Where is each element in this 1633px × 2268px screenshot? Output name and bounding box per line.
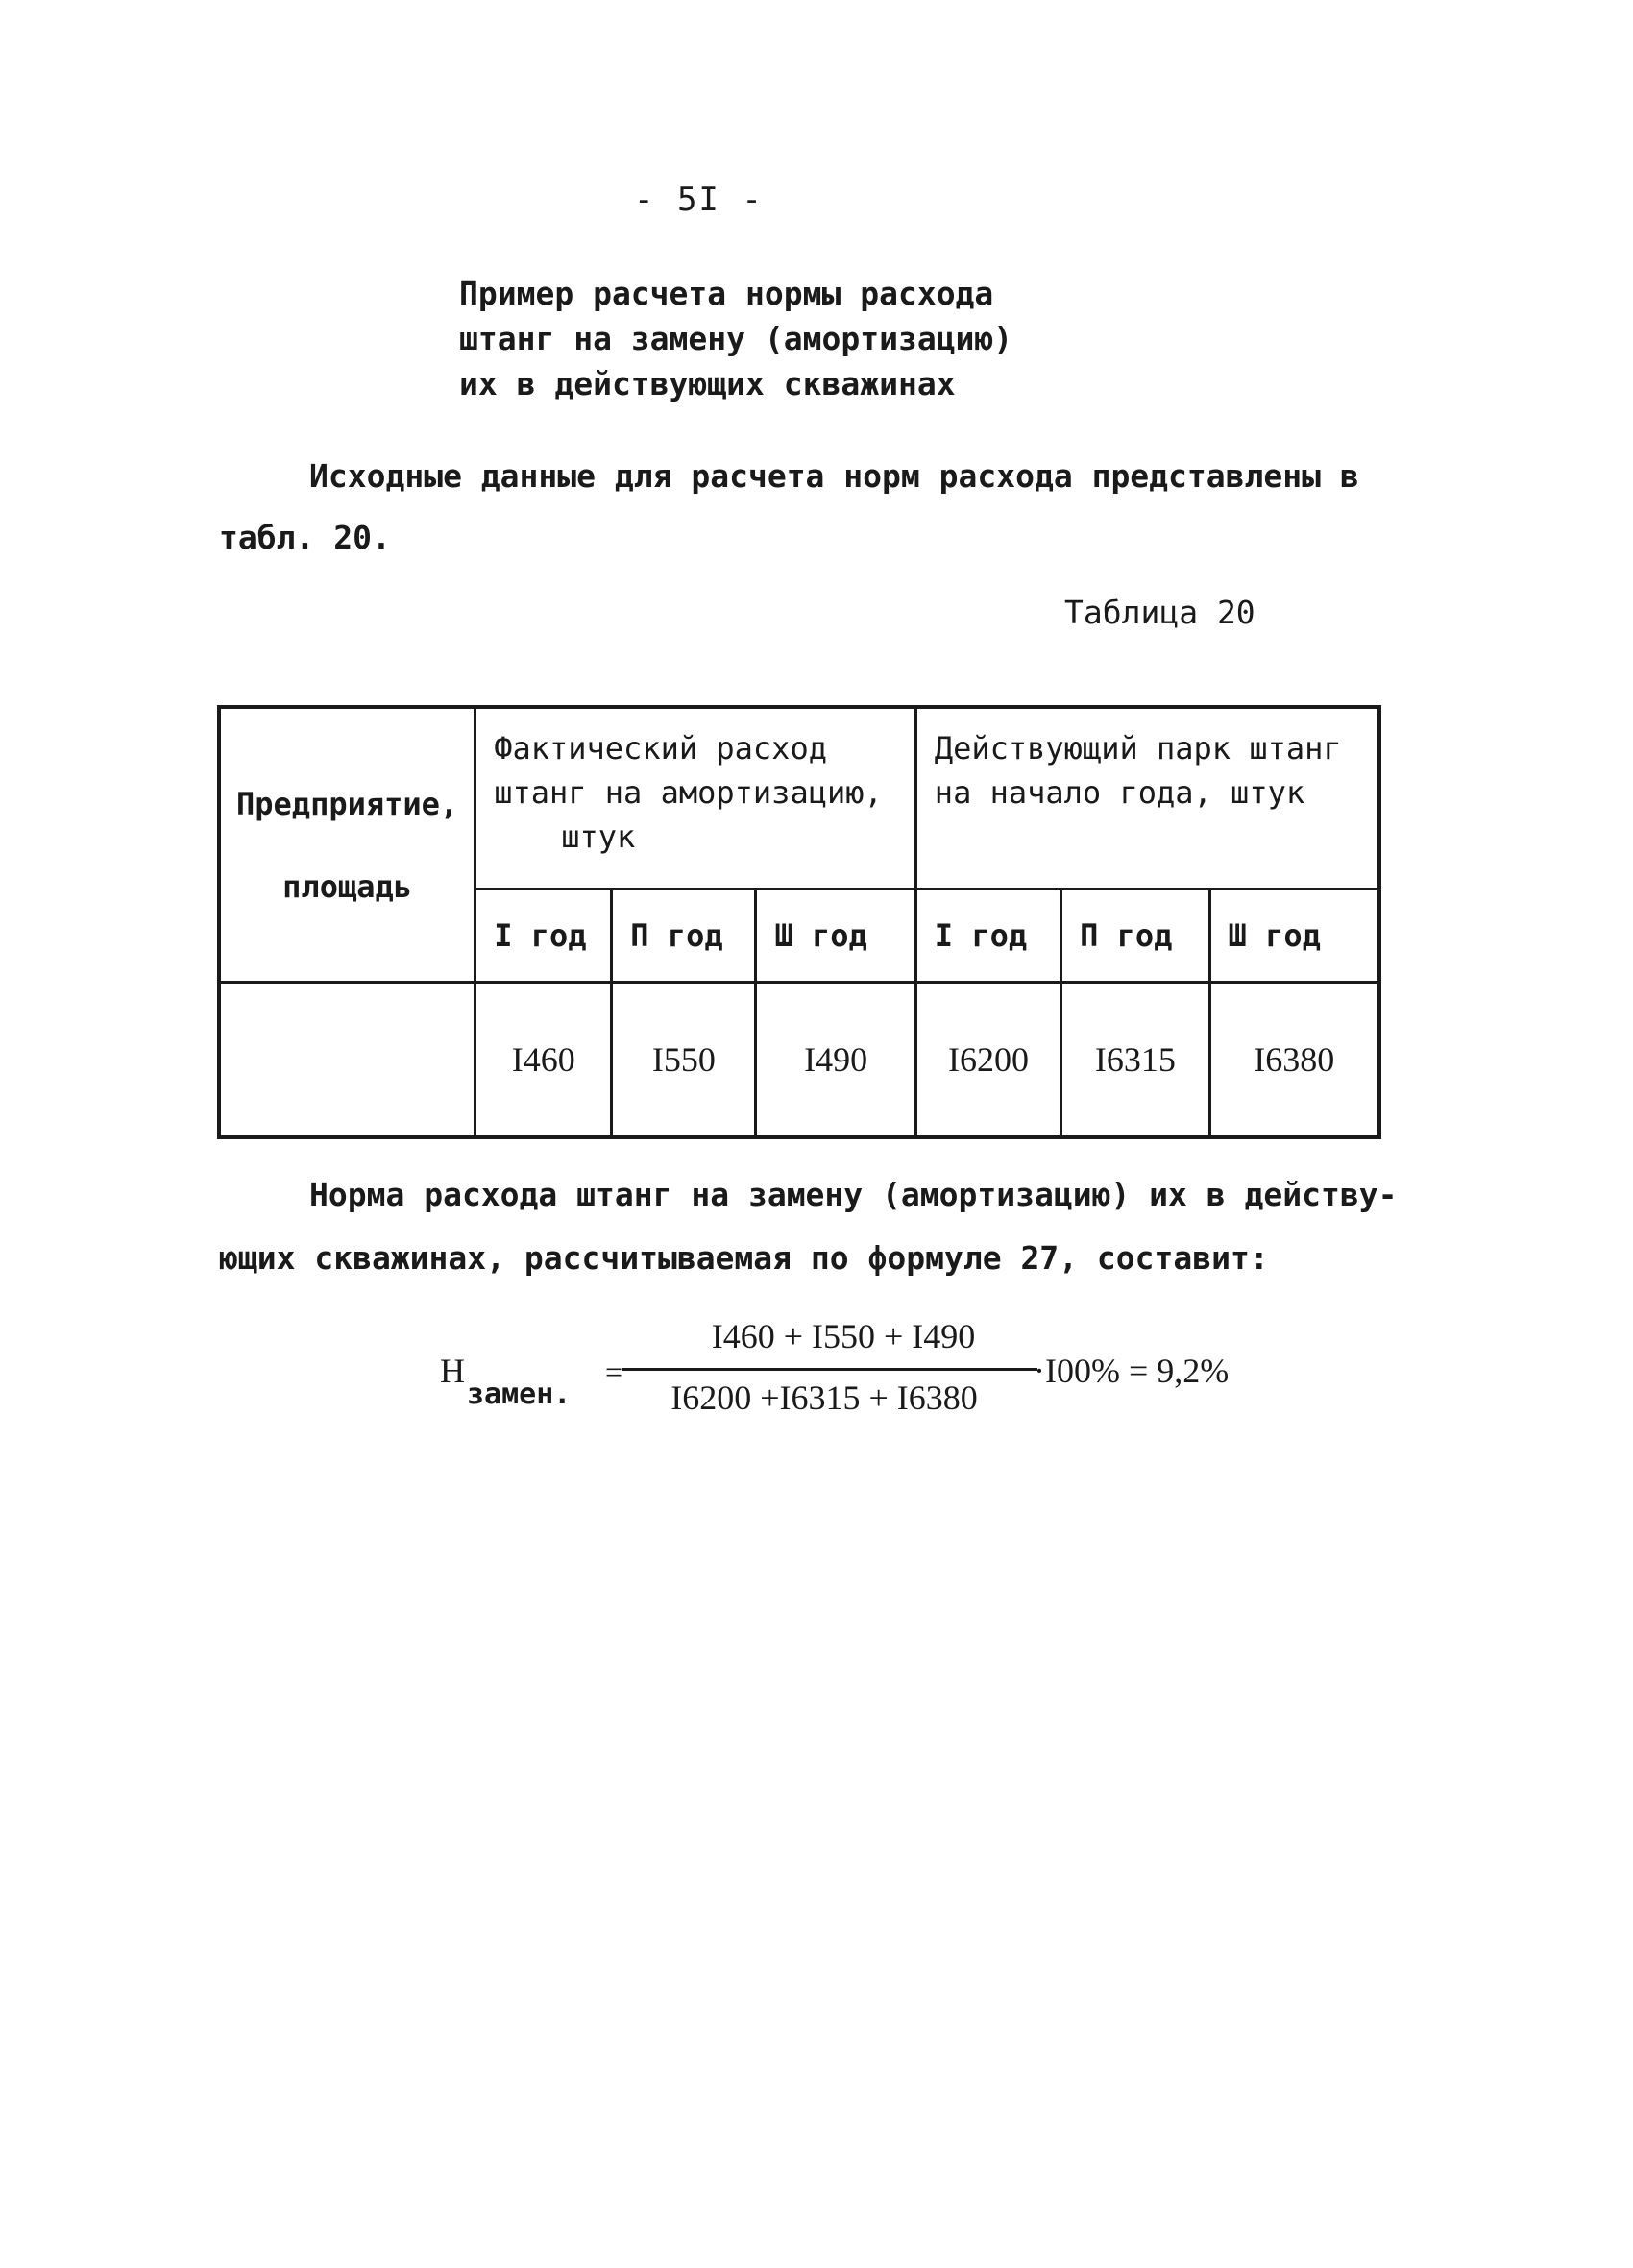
formula-denominator: I6200 +I6315 + I6380: [670, 1378, 978, 1417]
cell-fleet-year-1: I6200: [915, 983, 1060, 1138]
header-year-3: Ш год: [756, 890, 915, 983]
formula-result: ·I00% = 9,2%: [1034, 1352, 1230, 1390]
header-group2-line-2: на начало года, штук: [934, 774, 1305, 811]
formula: [440, 1316, 1304, 1431]
header-actual-consumption: [475, 707, 916, 890]
formula-symbol: Н: [440, 1352, 465, 1390]
heading-line-3: их в действующих скважинах: [459, 365, 956, 402]
header-fleet-year-1: I год: [915, 890, 1060, 983]
cell-enterprise: [219, 983, 475, 1138]
cell-fleet-year-3: I6380: [1209, 983, 1379, 1138]
section-heading: [459, 271, 1012, 406]
header-enterprise-line-1: Предприятие,: [236, 785, 459, 822]
formula-text-line-2: ющих скважинах, рассчитываемая по формуле 27, составит:: [219, 1239, 1269, 1277]
heading-line-1: Пример расчета нормы расхода: [459, 275, 994, 312]
intro-line-1: Исходные данные для расчета норм расхода представлены в: [309, 457, 1359, 495]
cell-fleet-year-2: I6315: [1061, 983, 1209, 1138]
header-group1-line-3: штук: [561, 818, 636, 855]
formula-equals: =: [605, 1354, 623, 1389]
header-year-1: I год: [475, 890, 612, 983]
header-year-2: П год: [612, 890, 756, 983]
header-active-fleet: [915, 707, 1379, 890]
formula-subscript: замен.: [467, 1378, 572, 1411]
cell-consumption-year-3: I490: [756, 983, 915, 1138]
formula-numerator: I460 + I550 + I490: [711, 1317, 976, 1355]
header-enterprise: [219, 707, 475, 983]
table-caption: Таблица 20: [1064, 594, 1255, 631]
cell-consumption-year-1: I460: [475, 983, 612, 1138]
header-group1-line-2: штанг на амортизацию,: [494, 774, 883, 811]
table-row: [219, 983, 1379, 1138]
fraction-bar: [622, 1368, 1037, 1371]
header-fleet-year-2: П год: [1061, 890, 1209, 983]
header-group1-line-1: Фактический расход: [494, 730, 827, 767]
data-table: [217, 705, 1381, 1139]
heading-line-2: штанг на замену (амортизацию): [459, 320, 1013, 357]
header-fleet-year-3: Ш год: [1209, 890, 1379, 983]
page-number: - 5I -: [634, 181, 764, 219]
cell-consumption-year-2: I550: [612, 983, 756, 1138]
header-group2-line-1: Действующий парк штанг: [934, 730, 1342, 767]
header-enterprise-line-2: площадь: [282, 867, 413, 905]
formula-text-line-1: Норма расхода штанг на замену (амортизацию) их в действу-: [309, 1176, 1398, 1213]
intro-line-2: табл. 20.: [219, 519, 391, 556]
